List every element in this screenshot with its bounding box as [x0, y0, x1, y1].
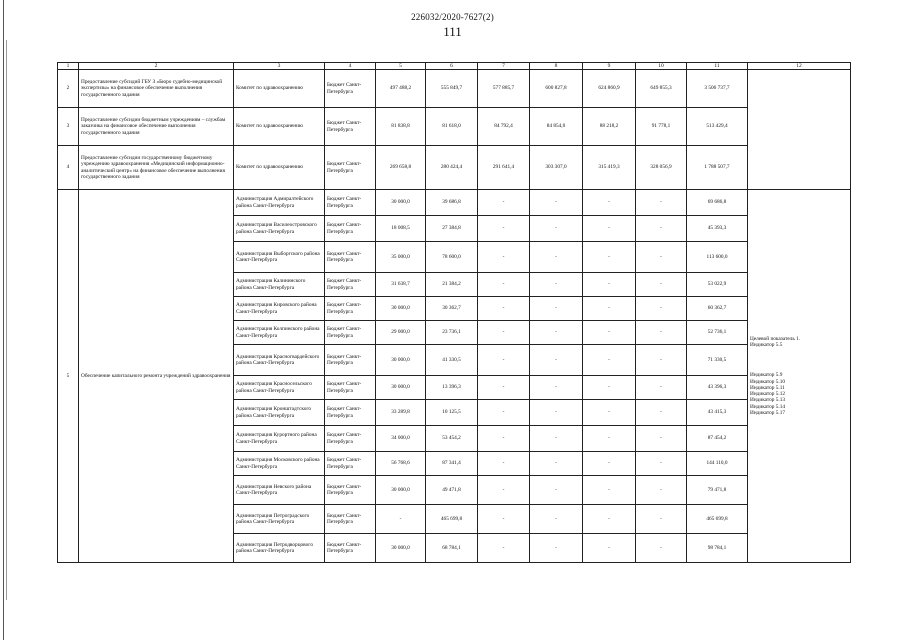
row-number: 4	[58, 146, 79, 190]
year-value: 30 000,0	[376, 534, 426, 563]
year-value: 39 686,8	[426, 190, 478, 216]
year-value: 53 454,2	[426, 426, 478, 452]
funding-source: Бюджет Санкт-Петербурга	[325, 146, 376, 190]
year-value: 328 056,9	[636, 146, 687, 190]
funding-source: Бюджет Санкт-Петербурга	[325, 376, 376, 400]
year-value: -	[376, 505, 426, 534]
empty-value: -	[530, 452, 583, 476]
empty-value: -	[636, 273, 687, 297]
empty-value: -	[583, 321, 636, 345]
total-value: 87 454,2	[687, 426, 748, 452]
empty-value: -	[583, 242, 636, 273]
total-value: 69 686,8	[687, 190, 748, 216]
year-value: 577 885,7	[478, 70, 530, 108]
year-value: 303 307,0	[530, 146, 583, 190]
total-value: 43 415,3	[687, 400, 748, 426]
funding-source: Бюджет Санкт-Петербурга	[325, 505, 376, 534]
empty-value: -	[530, 190, 583, 216]
column-number: 12	[748, 63, 851, 70]
empty-value: -	[583, 216, 636, 242]
funding-source: Бюджет Санкт-Петербурга	[325, 426, 376, 452]
funding-source: Бюджет Санкт-Петербурга	[325, 297, 376, 321]
year-value: 88 218,2	[583, 108, 636, 146]
indicator-label: Индикатор 5.14	[750, 403, 786, 410]
year-value: 513 429,4	[687, 108, 748, 146]
measure-name: Предоставление субсидии государственному бюджетному учреждению здравоохранения «Медицинский информационно-аналитический центр» на финансовое обеспечение выполнения государственного задания	[79, 146, 234, 190]
year-value: 29 000,0	[376, 321, 426, 345]
year-value: 21 384,2	[426, 273, 478, 297]
executor: Комитет по здравоохранению	[234, 146, 325, 190]
executor: Администрация Василеостровского района Санкт-Петербурга	[234, 216, 325, 242]
executor: Комитет по здравоохранению	[234, 108, 325, 146]
year-value: 30 000,0	[376, 376, 426, 400]
empty-value: -	[478, 534, 530, 563]
indicator-label: Индикатор 5.13	[750, 397, 786, 404]
measure-name: Предоставление субсидии бюджетным учреждениям – службам заказчика на финансовое обеспечение выполнения государственного задания	[79, 108, 234, 146]
scan-margin-line	[3, 0, 4, 640]
year-value: 465 699,8	[426, 505, 478, 534]
measure-name: Предоставление субсидий ГБУ З «Бюро судебно-медицинской экспертизы» на финансовое обеспечение выполнения государственного задания	[79, 70, 234, 108]
year-value: 81 838,8	[376, 108, 426, 146]
empty-value: -	[636, 190, 687, 216]
year-value: 34 000,0	[376, 426, 426, 452]
empty-value: -	[478, 452, 530, 476]
executor: Администрация Кировского района Санкт-Петербурга	[234, 297, 325, 321]
column-number: 6	[426, 63, 478, 70]
empty-value: -	[636, 297, 687, 321]
funding-source: Бюджет Санкт-Петербурга	[325, 345, 376, 376]
indicators-cell	[748, 190, 851, 563]
scan-margin-line-inner	[6, 40, 7, 600]
year-value: 280 424,4	[426, 146, 478, 190]
empty-value: -	[583, 190, 636, 216]
year-value: 624 860,9	[583, 70, 636, 108]
year-value: 35 000,0	[376, 242, 426, 273]
funding-source: Бюджет Санкт-Петербурга	[325, 216, 376, 242]
year-value: 30 000,0	[376, 297, 426, 321]
table-row	[58, 146, 851, 190]
funding-source: Бюджет Санкт-Петербурга	[325, 70, 376, 108]
indicator-label: Целевой показатель 1.	[750, 336, 801, 343]
empty-value: -	[530, 426, 583, 452]
empty-value: -	[583, 345, 636, 376]
funding-source: Бюджет Санкт-Петербурга	[325, 452, 376, 476]
empty-value: -	[478, 376, 530, 400]
indicators-cell	[748, 70, 851, 190]
empty-value: -	[636, 452, 687, 476]
year-value: 10 125,5	[426, 400, 478, 426]
empty-value: -	[636, 400, 687, 426]
empty-value: -	[478, 345, 530, 376]
page-number: 111	[443, 24, 462, 39]
row-number: 3	[58, 108, 79, 146]
empty-value: -	[636, 426, 687, 452]
year-value: 555 849,7	[426, 70, 478, 108]
indicator-gap	[750, 348, 848, 372]
indicator-label: Индикатор 5.10	[750, 378, 786, 385]
total-value: 71 330,5	[687, 345, 748, 376]
empty-value: -	[478, 426, 530, 452]
executor: Администрация Курортного района Санкт-Петербурга	[234, 426, 325, 452]
funding-source: Бюджет Санкт-Петербурга	[325, 321, 376, 345]
total-value: 60 362,7	[687, 297, 748, 321]
program-table	[57, 62, 851, 563]
funding-source: Бюджет Санкт-Петербурга	[325, 400, 376, 426]
total-value: 465 699,8	[687, 505, 748, 534]
column-number: 4	[325, 63, 376, 70]
year-value: 78 600,0	[426, 242, 478, 273]
funding-source: Бюджет Санкт-Петербурга	[325, 242, 376, 273]
executor: Администрация Выборгского района Санкт-Петербурга	[234, 242, 325, 273]
empty-value: -	[530, 534, 583, 563]
year-value: 84 854,0	[530, 108, 583, 146]
year-value: 291 641,4	[478, 146, 530, 190]
empty-value: -	[478, 505, 530, 534]
total-value: 113 600,0	[687, 242, 748, 273]
column-number-row	[58, 63, 851, 70]
empty-value: -	[636, 376, 687, 400]
executor: Администрация Московского района Санкт-Петербурга	[234, 452, 325, 476]
column-number: 9	[583, 63, 636, 70]
empty-value: -	[636, 345, 687, 376]
indicator-label: Индикатор 5.5	[750, 342, 783, 349]
funding-source: Бюджет Санкт-Петербурга	[325, 108, 376, 146]
indicator-label: Индикатор 5.9	[750, 372, 783, 379]
executor: Администрация Красносельского района Санкт-Петербурга	[234, 376, 325, 400]
year-value: 87 341,4	[426, 452, 478, 476]
executor: Комитет по здравоохранению	[234, 70, 325, 108]
indicator-label: Индикатор 5.17	[750, 409, 786, 416]
year-value: 49 471,8	[426, 476, 478, 505]
year-value: 13 396,3	[426, 376, 478, 400]
table-row	[58, 108, 851, 146]
year-value: 3 506 737,7	[687, 70, 748, 108]
funding-source: Бюджет Санкт-Петербурга	[325, 534, 376, 563]
empty-value: -	[530, 273, 583, 297]
empty-value: -	[530, 297, 583, 321]
empty-value: -	[583, 452, 636, 476]
year-value: 41 330,5	[426, 345, 478, 376]
empty-value: -	[636, 476, 687, 505]
column-number: 8	[530, 63, 583, 70]
empty-value: -	[583, 426, 636, 452]
empty-value: -	[478, 190, 530, 216]
total-value: 53 022,9	[687, 273, 748, 297]
year-value: 27 384,8	[426, 216, 478, 242]
total-value: 79 471,8	[687, 476, 748, 505]
year-value: 649 855,3	[636, 70, 687, 108]
empty-value: -	[530, 476, 583, 505]
empty-value: -	[583, 376, 636, 400]
column-number: 10	[636, 63, 687, 70]
empty-value: -	[583, 400, 636, 426]
empty-value: -	[530, 216, 583, 242]
total-value: 43 396,3	[687, 376, 748, 400]
executor: Администрация Петроградского района Санкт-Петербурга	[234, 505, 325, 534]
empty-value: -	[530, 321, 583, 345]
empty-value: -	[583, 273, 636, 297]
table-row	[58, 70, 851, 108]
empty-value: -	[478, 476, 530, 505]
funding-source: Бюджет Санкт-Петербурга	[325, 273, 376, 297]
empty-value: -	[478, 297, 530, 321]
executor: Администрация Калининского района Санкт-Петербурга	[234, 273, 325, 297]
executor: Администрация Кронштадтского района Санкт-Петербурга	[234, 400, 325, 426]
funding-source: Бюджет Санкт-Петербурга	[325, 190, 376, 216]
indicator-label: Индикатор 5.12	[750, 391, 786, 398]
year-value: 30 000,0	[376, 476, 426, 505]
year-value: 68 784,1	[426, 534, 478, 563]
empty-value: -	[478, 273, 530, 297]
empty-value: -	[478, 400, 530, 426]
empty-value: -	[478, 216, 530, 242]
year-value: 269 658,8	[376, 146, 426, 190]
year-value: 1 788 507,7	[687, 146, 748, 190]
executor: Администрация Петродворцового района Санкт-Петербурга	[234, 534, 325, 563]
measure-name: Обеспечение капитального ремонта учреждений здравоохранения	[79, 190, 234, 563]
empty-value: -	[583, 476, 636, 505]
table-row	[58, 190, 851, 216]
empty-value: -	[530, 400, 583, 426]
document-id: 226032/2020-7627(2)	[411, 12, 494, 22]
total-value: 144 110,0	[687, 452, 748, 476]
total-value: 98 784,1	[687, 534, 748, 563]
year-value: 56 768,6	[376, 452, 426, 476]
funding-source: Бюджет Санкт-Петербурга	[325, 476, 376, 505]
year-value: 84 792,4	[478, 108, 530, 146]
column-number: 11	[687, 63, 748, 70]
executor: Администрация Адмиралтейского района Санкт-Петербурга	[234, 190, 325, 216]
empty-value: -	[583, 505, 636, 534]
empty-value: -	[636, 534, 687, 563]
year-value: 81 618,0	[426, 108, 478, 146]
year-value: 33 289,8	[376, 400, 426, 426]
empty-value: -	[636, 321, 687, 345]
year-value: 31 638,7	[376, 273, 426, 297]
empty-value: -	[583, 297, 636, 321]
empty-value: -	[530, 242, 583, 273]
year-value: 18 008,5	[376, 216, 426, 242]
column-number: 3	[234, 63, 325, 70]
empty-value: -	[530, 376, 583, 400]
executor: Администрация Колпинского района Санкт-Петербурга	[234, 321, 325, 345]
total-value: 52 736,1	[687, 321, 748, 345]
year-value: 497 488,2	[376, 70, 426, 108]
year-value: 91 778,1	[636, 108, 687, 146]
year-value: 315 419,3	[583, 146, 636, 190]
row-number: 5	[58, 190, 79, 563]
row-number: 2	[58, 70, 79, 108]
empty-value: -	[636, 242, 687, 273]
indicator-label: Индикатор 5.11	[750, 384, 785, 391]
year-value: 23 736,1	[426, 321, 478, 345]
year-value: 30 000,0	[376, 190, 426, 216]
empty-value: -	[636, 505, 687, 534]
year-value: 30 000,0	[376, 345, 426, 376]
total-value: 45 393,3	[687, 216, 748, 242]
column-number: 7	[478, 63, 530, 70]
executor: Администрация Невского района Санкт-Петербурга	[234, 476, 325, 505]
empty-value: -	[583, 534, 636, 563]
year-value: 30 362,7	[426, 297, 478, 321]
column-number: 5	[376, 63, 426, 70]
empty-value: -	[478, 321, 530, 345]
year-value: 600 827,8	[530, 70, 583, 108]
empty-value: -	[530, 345, 583, 376]
empty-value: -	[530, 505, 583, 534]
column-number: 2	[79, 63, 234, 70]
empty-value: -	[636, 216, 687, 242]
column-number: 1	[58, 63, 79, 70]
empty-value: -	[478, 242, 530, 273]
executor: Администрация Красногвардейского района Санкт-Петербурга	[234, 345, 325, 376]
